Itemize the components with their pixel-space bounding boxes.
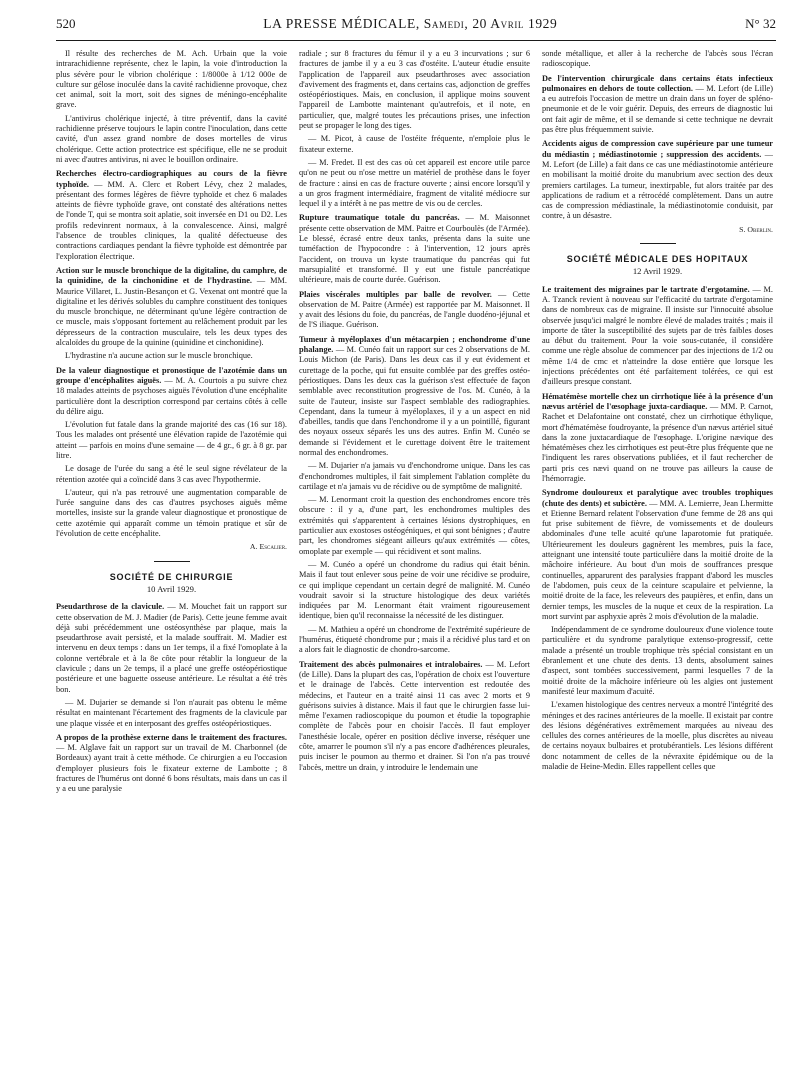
article-title: Action sur le muscle bronchique de la digitaline, du camphre, de la quinidine, de la cinchonidine et de l'hydrastine. — MM. Maurice Villaret, L. Justin-Besançon et G. Vexenat ont montré que la digitaline et les dérivés solubles du camphre constituent des toniques du muscle bronchique, ne déterminant qu'une légère contraction de ce muscle, mais s'opposant fortement au relâchement produit par les dépresseurs de la contraction musculaire, tels les deux types des alcaloïdes du groupe de la quinine (quinidine et cinchonidine).: [56, 265, 287, 348]
paragraph: Il résulte des recherches de M. Ach. Urbain que la voie intrarachidienne représente, chez le lapin, la voie d'introduction la plus sévère pour le vibrion cholérique : 1/8000e à 1/12 000e de culture sur gélose inoculée dans la cavité rachidienne provoque, chez cet animal, soit la mort, soit des signes de méningo-encéphalite grave.: [56, 49, 287, 110]
article-title: Hématémèse mortelle chez un cirrhotique liée à la présence d'un nævus artériel de l'œsophage juxta-cardiaque. — MM. P. Carnot, Rachet et Delafontaine ont constaté, chez un cirrhotique éthylique, mort d'hématémèse foudroyante, la présence d'un nævus artériel situé dans la zone juxtacardiaque de l'œsophage. L'origine nævique des hématémèses chez les cirrhotiques est peut-être plus fréquente que ne l'indiquent les rares observations publiées, et il faut rechercher de parti pris ces nævi quand on ne trouve pas ailleurs la cause de l'hémorragie.: [542, 391, 773, 483]
section-divider: [640, 243, 676, 244]
text-columns: [56, 49, 776, 1069]
society-heading: SOCIÉTÉ MÉDICALE DES HOPITAUX: [566, 254, 749, 265]
article-title: Plaies viscérales multiples par balle de revolver. — Cette observation de M. Paitre (Armée) est rapportée par M. Maisonnet. Il y avait des lésions du foie, du pancréas, de l'angle duodéno-jéjunal et de l'S iliaque. Guérison.: [299, 289, 530, 330]
paragraph: — M. Picot, à cause de l'ostéite fréquente, n'emploie plus le fixateur externe.: [299, 134, 530, 154]
article-title: De l'intervention chirurgicale dans certains états infectieux pulmonaires en dehors de toute collection. — M. Lefort (de Lille) a eu autrefois l'occasion de mettre un drain dans un foyer de spléno-pneumonie et de le voir guérir. Depuis, des erreurs de diagnostic lui ont fait agir de même, et il se demande si cette technique ne devrait pas être plus fréquemment suivie.: [542, 73, 773, 135]
paragraph: — M. Mathieu a opéré un chondrome de l'extrémité supérieure de l'humérus, étiqueté chondrome pur ; mais il a récidivé plus tard et on a alors fait le diagnostic de chondro-sarcome.: [299, 624, 530, 655]
article-title: Le traitement des migraines par le tartrate d'ergotamine. — M. A. Tzanck revient à nouveau sur l'efficacité du tartrate d'ergotamine dans de nombreux cas de migraine. Il insiste sur l'innocuité absolue observée jusqu'ici malgré le nombre élevé de malades traités ; mais il importe de tâter la susceptibilité des sujets par de très faibles doses au début du traitement. Pour la voie sous-cutanée, il considère comme une règle absolue de commencer par des injections de 1/2 ou même 1/4 de cmc et n'atteindre la dose entière que lorsque les injections précédentes ont été parfaitement tolérées, ce qui est d'ailleurs presque constant.: [542, 284, 773, 387]
paragraph: — M. Cunéo a opéré un chondrome du radius qui était bénin. Mais il faut tout enlever sous peine de voir une récidive se produire, ce qui implique cependant un certain degré de malignité. M. Cunéo voudrait savoir si la structure histologique des deux variétés indiquées par M. Lenormant était vraiment rigoureusement identique, bien qu'il reconnaisse la nécessité de les distinguer.: [299, 559, 530, 621]
paragraph: — M. Dujarier se demande si l'on n'aurait pas obtenu le même résultat en maintenant l'écartement des fragments de la clavicule par une plaque vissée et en interposant des greffes ostéopériostiques.: [56, 697, 287, 728]
paragraph: L'hydrastine n'a aucune action sur le muscle bronchique.: [65, 351, 253, 361]
article-title: Recherches électro-cardiographiques au cours de la fièvre typhoïde. — MM. A. Clerc et Robert Lévy, chez 2 malades, présentant des formes légères de fièvre typhoïde et chez 6 malades atteints de fièvre typhoïde grave, ont constaté des altérations nettes de l'onde T, qui se montra soit aplatie, soit inversée en D1 ou D2. Les profils redevinrent normaux, à la convalescence. Ainsi, malgré l'absence de troubles cliniques, la qualité défectueuse des contractions cardiaques pendant la fièvre typhoïde est démontrée par l'exploration électrique.: [56, 169, 287, 261]
session-date: 10 Avril 1929.: [146, 583, 197, 594]
page-number: 520: [56, 16, 76, 31]
article-title: A propos de la prothèse externe dans le traitement des fractures. — M. Alglave fait un rapport sur un travail de M. Charbonnel (de Bordeaux) ayant trait à cette méthode. Ce chirurgien a eu l'occasion d'employer plusieurs fois le fixateur externe de Lambotte ; 8 fractures de l'humérus ont donné 6 bons résultats, mais dans un cas il y a eu une paralysie: [56, 732, 287, 794]
article-title: De la valeur diagnostique et pronostique de l'azotémie dans un groupe d'encéphalites aiguës. — M. A. Courtois a pu suivre chez 18 malades atteints de psychoses aiguës l'évolution d'une encéphalite particulière dont la description correspond par certains côtés à celle du délire aigu.: [56, 365, 287, 416]
issue-number: N° 32: [745, 16, 776, 31]
paragraph: L'évolution fut fatale dans la grande majorité des cas (16 sur 18). Tous les malades ont présenté une élévation rapide de l'azotémie qui atteint — parfois en moins d'une semaine — de 4 gr., 6 gr. à 8 gr. par litre.: [56, 420, 287, 460]
article-title: Traitement des abcès pulmonaires et intralobaires. — M. Lefort (de Lille). Dans la plupart des cas, l'opération de choix est l'ouverture et le drainage de l'abcès. Cette intervention est redoutée des médecins, et l'auteur en a traité ainsi 11 cas avec 2 morts et 9 guérisons suivies à distance. Mais il faut que le chirurgien fasse lui-même l'examen radioscopique du poumon et étudie la topographie complète de l'abcès pour en choisir l'accès. Il faut employer l'anesthésie locale, opérer en position déclive inverse, réséquer une côte, amarrer le poumon s'il n'y a pas encore d'adhérences pleurales, puis inciser le poumon au thermo et drainer. Si l'on n'a pas trouvé l'abcès, mettre un drain, y introduire le lendemain une: [299, 659, 530, 772]
paragraph: — M. Lenormant croit la question des enchondromes encore très obscure : il y a, d'une part, les enchondromes multiples des extrémités qui s'apparentent à certaines lésions dystrophiques, en particulier aux exostoses ostéogéniques, et qui sont bénignes ; d'autre part, les chondromes siégeant ailleurs qu'aux extrémités — côtes, omoplate par exemple — qui récidivent et sont malins.: [299, 495, 530, 556]
author-signature: S. Oberlin.: [739, 224, 773, 234]
paragraph: L'auteur, qui n'a pas retrouvé une augmentation comparable de l'urée sanguine dans des cas d'autres psychoses aiguës même mortelles, insiste sur la grande valeur diagnostique et pronostique de cette azotémie qui apparaît comme un témoin pratique et sûr de l'évolution de cette encéphalite.: [56, 487, 287, 539]
header-rule: [56, 40, 776, 41]
article-title: Syndrome douloureux et paralytique avec troubles trophiques (chute des dents) et subictère. — MM. A. Lemierre, Jean Lhermitte et Etienne Bernard relatent l'observation d'une femme de 28 ans qui fut prise subitement de fièvre, de vomissements et de douleurs abdominales d'une telle acuité qu'une laparotomie fut pratiquée. Ultérieurement les douleurs gagnèrent les membres, puis la face, atteignant une intensité toute particulière dans la moitié droite de la mâchoire inférieure. Au bout d'un mois de souffrances presque continuelles, apparurent des paralysies frappant d'abord les muscles de l'abdomen, puis ceux de la ceinture scapulaire et pelvienne, la moitié droite de la face, les releveurs des paupières, et enfin, dans un dernier temps, les muscles de la nuque et ceux de la respiration. La mort survint par asphyxie après 2 mois d'évolution de la maladie.: [542, 488, 773, 621]
paragraph: sonde métallique, et aller à la recherche de l'abcès sous l'écran radioscopique.: [542, 49, 773, 69]
running-title: LA PRESSE MÉDICALE, Samedi, 20 Avril 1929: [263, 16, 558, 31]
paragraph: radiale ; sur 8 fractures du fémur il y a eu 3 incurvations ; sur 6 fractures de jambe il y a eu 3 cas d'ostéite. L'auteur étudie ensuite l'application de l'appareil aux pseudarthroses avec association d'avivement des fragments et, dans certains cas, adjonction de greffes ostéopériostiques. Mais, en conclusion, il applique moins souvent l'appareil de Lambotte maintenant qu'autrefois, et il note, en particulier, que, malgré toutes les précautions prises, une infection peut se propager le long des tiges.: [299, 49, 530, 131]
article-title: Rupture traumatique totale du pancréas. — M. Maisonnet présente cette observation de MM. Paitre et Courboulès (de l'Armée). Le blessé, écrasé entre deux tanks, présenta dans la suite une tuméfaction de l'hypocondre : à l'intervention, 12 jours après l'accident, on trouva un kyste traumatique du pancréas qui fut marsupialité et transformé. Il y eut une fistule pancréatique ultérieure, mais de courte durée. Guérison.: [299, 213, 530, 285]
session-date: 12 Avril 1929.: [632, 266, 683, 277]
article-title: Pseudarthrose de la clavicule. — M. Mouchet fait un rapport sur cette observation de M. J. Madier (de Paris). Cette jeune femme avait déjà subi précédemment une ostéosynthèse par plaque, mais la pseudarthrose avait persisté, et la malade souffrait. M. Madier est intervenu en deux temps : dans un 1er temps, il a fixé l'omoplate à la colonne vertébrale et à la 8e côte pour rétablir la longueur de la clavicule ; dans un 2e temps, il a placé une greffe ostéopériostique postérieure et une baguette osseuse antérieure. Le résultat a été très bon.: [56, 602, 287, 694]
paragraph: L'antivirus cholérique injecté, à titre préventif, dans la cavité rachidienne préserve toujours le lapin contre l'inoculation, dans cette cavité, d'un assez grand nombre de doses mortelles de virus cholérique. Cette action protectrice est spécifique, elle ne se produit ni avec d'autres antivirus, ni avec le bouillon ordinaire.: [56, 113, 287, 164]
column-2: [299, 49, 530, 1069]
article-title: Accidents aigus de compression cave supérieure par une tumeur du médiastin ; médiastinotomie ; suppression des accidents. — M. Lefort (de Lille) a fait dans ce cas une médiastinotomie antérieure en mobilisant la moitié droite du manubrium avec section des deux premiers cartilages. La tumeur, inextirpable, fut alors traitée par des applications de radium et a rétrocédé complètement. Dans un autre cas de compression médiastinale, la médiastinotomie conduisit, par contre, à un désastre.: [542, 139, 773, 221]
column-3: [542, 49, 773, 1069]
paragraph: L'examen histologique des centres nerveux a montré l'intégrité des méninges et des racines antérieures de la moelle. Il existait par contre des lésions dégénératives extrêmement marquées au niveau des cellules des cornes antérieures de la moelle, plus discrètes au niveau de certains noyaux bulbaires et protubérantiels. Les lésions différent donc notamment de celles de la névraxite épidémique ou de la maladie de Heine-Medin. Elles rappellent celles que: [542, 700, 773, 771]
article-title: Tumeur à myéloplaxes d'un métacarpien ; enchondrome d'une phalange. — M. Cunéo fait un rapport sur ces 2 observations de M. Louis Michon (de Paris). Dans les deux cas il y eut évidement et curettage de la poche, qui fut ensuite comblée par des greffes ostéo-périostiques. Dans les deux cas la guérison s'est effectuée de façon semblable avec reconstitution progressive de l'os. M. Cunéo, à la suite de l'auteur, insiste sur l'aspect semblable des radiographies. Cependant, dans la tumeur à myéloplaxes, il y a un aspect en nid d'abeilles, tandis que dans l'enchondrome il y a un pointillé, figurant des noyaux osseux séparés les uns des autres. Enfin M. Cunéo se demande si l'évidement et le curettage doivent être le traitement normal des enchondromes.: [299, 334, 530, 457]
section-divider: [154, 561, 190, 562]
page-header: [56, 16, 776, 38]
paragraph: Le dosage de l'urée du sang a été le seul signe révélateur de la rétention azotée qui a coïncidé dans 3 cas avec l'hypothermie.: [56, 464, 287, 484]
paragraph: Indépendamment de ce syndrome douloureux d'une violence toute particulière et du syndrome paralytique extenso-progressif, cette malade a présenté un trouble trophique très spécial consistant en un ébranlement et une chute des dents. 13 dents, absolument saines d'aspect, sont tombées successivement, parmi lesquelles 7 de la moitié droite de la mâchoire inférieure où les algies ont justement manifesté leur maximum d'acuité.: [542, 625, 773, 696]
paragraph: — M. Dujarier n'a jamais vu d'enchondrome unique. Dans les cas d'enchondromes multiples, il fait simplement l'ablation complète du cartilage et n'a jamais vu de récidive ou de symptôme de malignité.: [299, 461, 530, 491]
paragraph: — M. Fredet. Il est des cas où cet appareil est encore utile parce qu'on ne peut ou n'ose mettre un matériel de prothèse dans le foyer de fracture : ainsi en cas de fracture ouverte ; ainsi encore lorsqu'il y a un gros fragment intermédiaire, fragment de vitalité médiocre sur lequel il y a intérêt à ne pas mettre de vis ou de cercles.: [299, 157, 530, 209]
author-signature: A. Escalier.: [249, 542, 287, 552]
column-1: [56, 49, 287, 1069]
society-heading: SOCIÉTÉ DE CHIRURGIE: [109, 571, 234, 582]
